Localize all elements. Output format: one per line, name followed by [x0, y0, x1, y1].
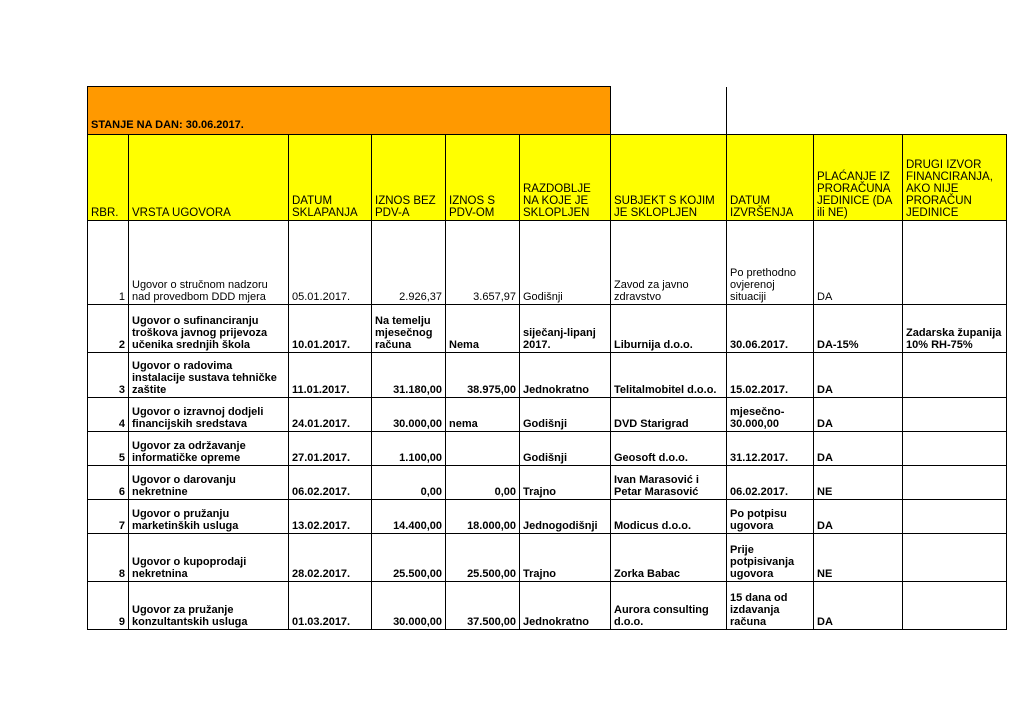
cell-izvor	[903, 534, 1007, 582]
cell-datum: 24.01.2017.	[289, 398, 372, 432]
cell-rbr: 9	[88, 582, 129, 630]
table-row	[88, 305, 1007, 353]
cell-s-pdv: 25.500,00	[446, 534, 520, 582]
cell-datum: 05.01.2017.	[289, 221, 372, 305]
cell-razdoblje: Jednogodišnji	[520, 500, 611, 534]
cell-bez-pdv: Na temelju mjesečnog računa	[372, 305, 446, 353]
cell-s-pdv: 3.657,97	[446, 221, 520, 305]
cell-izvor	[903, 432, 1007, 466]
table-row	[88, 353, 1007, 398]
cell-placanje: DA	[814, 432, 903, 466]
cell-razdoblje: Godišnji	[520, 432, 611, 466]
cell-placanje: DA	[814, 582, 903, 630]
cell-subjekt: Geosoft d.o.o.	[611, 432, 727, 466]
cell-razdoblje: Trajno	[520, 534, 611, 582]
cell-rbr: 1	[88, 221, 129, 305]
cell-bez-pdv: 0,00	[372, 466, 446, 500]
header-drugi-izvor: DRUGI IZVOR FINANCIRANJA, AKO NIJE PRORAČUN JEDINICE	[903, 135, 1007, 221]
cell-subjekt: Zavod za javno zdravstvo	[611, 221, 727, 305]
cell-izvrsenje: Po prethodno ovjerenoj situaciji	[727, 221, 814, 305]
header-row	[88, 135, 1007, 221]
cell-razdoblje: Jednokratno	[520, 353, 611, 398]
header-iznos-bez-pdv: IZNOS BEZ PDV-A	[372, 135, 446, 221]
cell-placanje: DA	[814, 398, 903, 432]
table-row	[88, 534, 1007, 582]
header-datum-izvrsenja: DATUM IZVRŠENJA	[727, 135, 814, 221]
cell-vrsta: Ugovor o stručnom nadzoru nad provedbom DDD mjera	[129, 221, 289, 305]
contracts-table	[87, 86, 1007, 630]
header-razdoblje: RAZDOBLJE NA KOJE JE SKLOPLJEN	[520, 135, 611, 221]
blank-cell	[727, 87, 1007, 135]
cell-subjekt: DVD Starigrad	[611, 398, 727, 432]
cell-izvrsenje: 31.12.2017.	[727, 432, 814, 466]
cell-datum: 13.02.2017.	[289, 500, 372, 534]
cell-vrsta: Ugovor o sufinanciranju troškova javnog prijevoza učenika srednjih škola	[129, 305, 289, 353]
cell-datum: 28.02.2017.	[289, 534, 372, 582]
cell-subjekt: Aurora consulting d.o.o.	[611, 582, 727, 630]
cell-vrsta: Ugovor o radovima instalacije sustava tehničke zaštite	[129, 353, 289, 398]
cell-s-pdv: Nema	[446, 305, 520, 353]
cell-placanje: DA	[814, 353, 903, 398]
blank-cell	[611, 87, 727, 135]
cell-izvrsenje: Po potpisu ugovora	[727, 500, 814, 534]
cell-placanje: DA	[814, 221, 903, 305]
cell-bez-pdv: 30.000,00	[372, 582, 446, 630]
cell-vrsta: Ugovor za pružanje konzultantskih usluga	[129, 582, 289, 630]
cell-s-pdv: 38.975,00	[446, 353, 520, 398]
cell-razdoblje: Jednokratno	[520, 582, 611, 630]
header-datum-sklapanja: DATUM SKLAPANJA	[289, 135, 372, 221]
cell-datum: 27.01.2017.	[289, 432, 372, 466]
cell-vrsta: Ugovor o izravnoj dodjeli financijskih sredstava	[129, 398, 289, 432]
cell-placanje: DA	[814, 500, 903, 534]
cell-izvrsenje: 15.02.2017.	[727, 353, 814, 398]
header-rbr: RBR.	[88, 135, 129, 221]
cell-placanje: NE	[814, 534, 903, 582]
header-subjekt: SUBJEKT S KOJIM JE SKLOPLJEN	[611, 135, 727, 221]
cell-bez-pdv: 31.180,00	[372, 353, 446, 398]
table-row	[88, 398, 1007, 432]
cell-bez-pdv: 2.926,37	[372, 221, 446, 305]
cell-s-pdv: 0,00	[446, 466, 520, 500]
cell-izvor	[903, 398, 1007, 432]
cell-s-pdv: 37.500,00	[446, 582, 520, 630]
cell-subjekt: Modicus d.o.o.	[611, 500, 727, 534]
cell-s-pdv: nema	[446, 398, 520, 432]
cell-s-pdv: 18.000,00	[446, 500, 520, 534]
cell-datum: 10.01.2017.	[289, 305, 372, 353]
cell-izvor	[903, 500, 1007, 534]
cell-razdoblje: Godišnji	[520, 221, 611, 305]
cell-vrsta: Ugovor za održavanje informatičke opreme	[129, 432, 289, 466]
cell-izvor: Zadarska županija 10% RH-75%	[903, 305, 1007, 353]
cell-rbr: 6	[88, 466, 129, 500]
cell-rbr: 3	[88, 353, 129, 398]
cell-izvor	[903, 221, 1007, 305]
cell-rbr: 2	[88, 305, 129, 353]
header-vrsta-ugovora: VRSTA UGOVORA	[129, 135, 289, 221]
cell-datum: 01.03.2017.	[289, 582, 372, 630]
cell-bez-pdv: 1.100,00	[372, 432, 446, 466]
cell-bez-pdv: 30.000,00	[372, 398, 446, 432]
cell-subjekt: Telitalmobitel d.o.o.	[611, 353, 727, 398]
cell-razdoblje: Trajno	[520, 466, 611, 500]
cell-vrsta: Ugovor o darovanju nekretnine	[129, 466, 289, 500]
cell-razdoblje: siječanj-lipanj 2017.	[520, 305, 611, 353]
cell-datum: 11.01.2017.	[289, 353, 372, 398]
status-row	[88, 87, 1007, 135]
cell-rbr: 4	[88, 398, 129, 432]
table-row	[88, 500, 1007, 534]
cell-datum: 06.02.2017.	[289, 466, 372, 500]
cell-izvrsenje: 15 dana od izdavanja računa	[727, 582, 814, 630]
header-placanje: PLAĆANJE IZ PRORAČUNA JEDINICE (DA ili NE)	[814, 135, 903, 221]
header-iznos-s-pdv: IZNOS S PDV-OM	[446, 135, 520, 221]
cell-izvor	[903, 582, 1007, 630]
cell-izvor	[903, 466, 1007, 500]
cell-bez-pdv: 25.500,00	[372, 534, 446, 582]
cell-s-pdv	[446, 432, 520, 466]
status-label: STANJE NA DAN: 30.06.2017.	[88, 87, 611, 135]
cell-razdoblje: Godišnji	[520, 398, 611, 432]
cell-izvor	[903, 353, 1007, 398]
table-row	[88, 582, 1007, 630]
cell-subjekt: Liburnija d.o.o.	[611, 305, 727, 353]
cell-vrsta: Ugovor o kupoprodaji nekretnina	[129, 534, 289, 582]
cell-izvrsenje: 06.02.2017.	[727, 466, 814, 500]
cell-placanje: NE	[814, 466, 903, 500]
cell-subjekt: Zorka Babac	[611, 534, 727, 582]
cell-placanje: DA-15%	[814, 305, 903, 353]
cell-rbr: 7	[88, 500, 129, 534]
table-row	[88, 466, 1007, 500]
cell-subjekt: Ivan Marasović i Petar Marasović	[611, 466, 727, 500]
cell-izvrsenje: 30.06.2017.	[727, 305, 814, 353]
cell-bez-pdv: 14.400,00	[372, 500, 446, 534]
table-row	[88, 432, 1007, 466]
cell-vrsta: Ugovor o pružanju marketinških usluga	[129, 500, 289, 534]
cell-izvrsenje: Prije potpisivanja ugovora	[727, 534, 814, 582]
cell-rbr: 5	[88, 432, 129, 466]
table-row	[88, 221, 1007, 305]
cell-izvrsenje: mjesečno- 30.000,00	[727, 398, 814, 432]
cell-rbr: 8	[88, 534, 129, 582]
